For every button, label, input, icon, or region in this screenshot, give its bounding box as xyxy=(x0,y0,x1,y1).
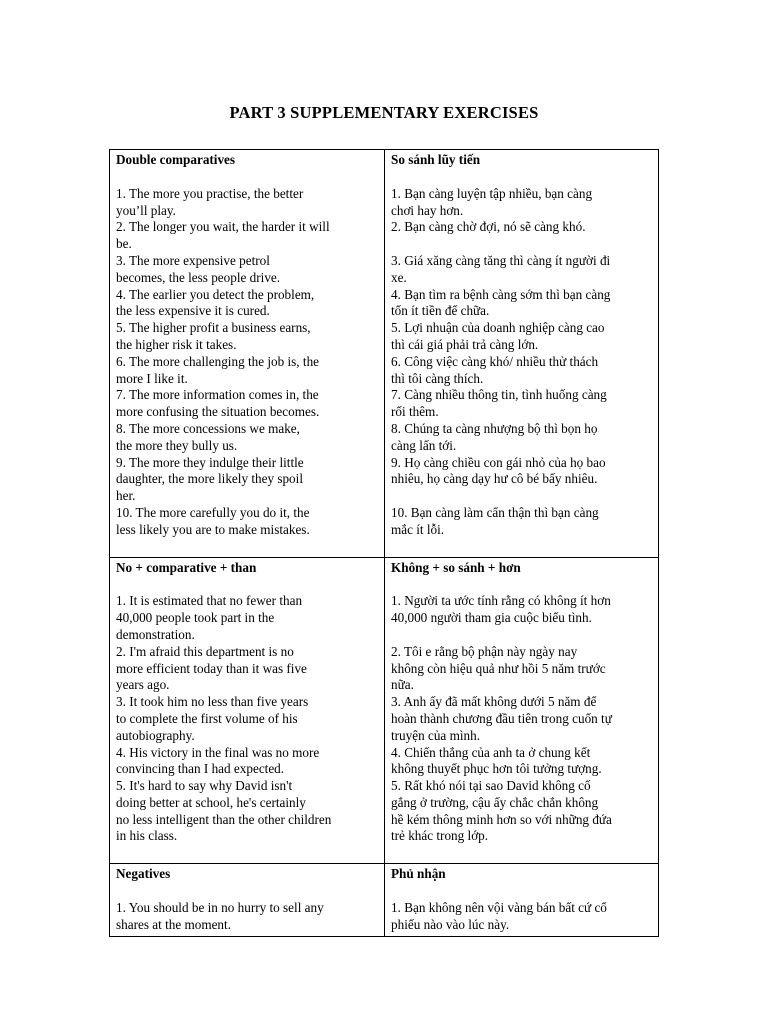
sentence-line: becomes, the less people drive. xyxy=(116,269,281,285)
section-heading: Negatives xyxy=(116,866,171,882)
sentence-line: 6. Công việc càng khó/ nhiều thử thách xyxy=(391,353,599,369)
sentence-line: more efficient today than it was five xyxy=(116,660,307,676)
sentence-line: 3. Giá xăng càng tăng thì càng ít người đi xyxy=(391,252,611,268)
sentence-line: 2. I'm afraid this department is no xyxy=(116,643,294,659)
sentence-line: nhiêu, họ càng dạy hư cô bé bấy nhiêu. xyxy=(391,471,598,487)
sentence-line: the less expensive it is cured. xyxy=(116,303,270,319)
sentence-line: 10. The more carefully you do it, the xyxy=(116,504,310,520)
sentence-line: truyện của mình. xyxy=(391,727,480,743)
blank-line xyxy=(391,488,652,505)
section-row xyxy=(110,557,659,864)
sentence-line: 7. Càng nhiều thông tin, tình huống càng xyxy=(391,387,607,403)
sentence-line: the higher risk it takes. xyxy=(116,336,237,352)
vietnamese-cell xyxy=(385,557,659,864)
sentence-line: you’ll play. xyxy=(116,202,176,218)
sentence-line: 6. The more challenging the job is, the xyxy=(116,353,320,369)
blank-line xyxy=(391,236,652,253)
sentence-line: to complete the first volume of his xyxy=(116,710,298,726)
sentence-line: 9. The more they indulge their little xyxy=(116,454,304,470)
sentence-line: 9. Họ càng chiều con gái nhỏ của họ bao xyxy=(391,454,606,470)
english-cell xyxy=(110,864,385,936)
sentence-line: 5. Rất khó nói tại sao David không cố xyxy=(391,778,591,794)
sentence-line: daughter, the more likely they spoil xyxy=(116,471,303,487)
sentence-line: 3. It took him no less than five years xyxy=(116,694,309,710)
sentence-line: 7. The more information comes in, the xyxy=(116,387,319,403)
sentence-line: mắc ít lỗi. xyxy=(391,521,445,537)
sentence-line: tốn ít tiền để chữa. xyxy=(391,303,490,319)
sentence-line: 1. It is estimated that no fewer than xyxy=(116,593,303,609)
sentence-line: less likely you are to make mistakes. xyxy=(116,521,310,537)
sentence-line: autobiography. xyxy=(116,727,195,743)
sentence-line: 1. Người ta ước tính rằng có không ít hơn xyxy=(391,593,611,609)
sentence-line: hoàn thành chương đầu tiên trong cuốn tự xyxy=(391,710,612,726)
section-heading: Phủ nhận xyxy=(391,866,446,882)
sentence-line: chơi hay hơn. xyxy=(391,202,464,218)
exercise-table xyxy=(109,149,659,937)
blank-line xyxy=(391,627,652,644)
section-heading: Double comparatives xyxy=(116,152,236,167)
sentence-line: không thuyết phục hơn tôi tưởng tượng. xyxy=(391,761,602,777)
sentence-line: 4. His victory in the final was no more xyxy=(116,744,320,760)
sentence-line: 1. The more you practise, the better xyxy=(116,185,304,201)
sentence-line: 2. The longer you wait, the harder it will xyxy=(116,219,330,235)
sentence-line: 1. Bạn càng luyện tập nhiều, bạn càng xyxy=(391,185,593,201)
sentence-line: the more they bully us. xyxy=(116,437,238,453)
sentence-line: nữa. xyxy=(391,677,414,693)
sentence-line: 4. Chiến thắng của anh ta ở chung kết xyxy=(391,744,591,760)
section-heading: No + comparative + than xyxy=(116,559,257,575)
english-cell xyxy=(110,557,385,864)
sentence-line: rối thêm. xyxy=(391,404,439,420)
sentence-line: years ago. xyxy=(116,677,170,693)
sentence-line: thì cái giá phải trả càng lớn. xyxy=(391,336,539,352)
sentence-line: shares at the moment. xyxy=(116,916,231,932)
sentence-line: gắng ở trường, cậu ấy chắc chắn không xyxy=(391,794,599,810)
sentence-line: more I like it. xyxy=(116,370,188,386)
section-row xyxy=(110,864,659,936)
sentence-line: demonstration. xyxy=(116,626,195,642)
section-heading: Không + so sánh + hơn xyxy=(391,559,521,575)
sentence-line: xe. xyxy=(391,269,407,285)
page-title: PART 3 SUPPLEMENTARY EXERCISES xyxy=(229,103,539,122)
sentence-line: không còn hiệu quả như hồi 5 năm trước xyxy=(391,660,606,676)
sentence-line: doing better at school, he's certainly xyxy=(116,794,306,810)
sentence-line: more confusing the situation becomes. xyxy=(116,404,320,420)
exercise-table-body xyxy=(110,150,659,937)
sentence-line: 8. The more concessions we make, xyxy=(116,420,300,436)
sentence-line: 2. Tôi e rằng bộ phận này ngày nay xyxy=(391,643,578,659)
sentence-line: 10. Bạn càng làm cẩn thận thì bạn càng xyxy=(391,504,599,520)
sentence-line: 3. The more expensive petrol xyxy=(116,252,270,268)
sentence-line: 1. Bạn không nên vội vàng bán bất cứ cổ xyxy=(391,900,607,916)
sentence-line: thì tôi càng thích. xyxy=(391,370,484,386)
english-cell xyxy=(110,150,385,558)
sentence-line: 3. Anh ấy đã mất không dưới 5 năm để xyxy=(391,694,597,710)
section-row xyxy=(110,150,659,558)
sentence-line: no less intelligent than the other children xyxy=(116,811,332,827)
sentence-line: 1. You should be in no hurry to sell any xyxy=(116,900,324,916)
sentence-line: in his class. xyxy=(116,828,178,844)
vietnamese-cell xyxy=(385,150,659,558)
sentence-line: 40,000 people took part in the xyxy=(116,610,275,626)
sentence-line: 4. Bạn tìm ra bệnh càng sớm thì bạn càng xyxy=(391,286,611,302)
sentence-line: càng lấn tới. xyxy=(391,437,457,453)
sentence-line: 5. The higher profit a business earns, xyxy=(116,320,311,336)
sentence-line: 40,000 người tham gia cuộc biểu tình. xyxy=(391,610,592,626)
sentence-line: her. xyxy=(116,488,136,504)
sentence-line: trẻ khác trong lớp. xyxy=(391,828,489,844)
section-heading: So sánh lũy tiến xyxy=(391,152,481,167)
sentence-line: hề kém thông minh hơn so với những đứa xyxy=(391,811,612,827)
sentence-line: 2. Bạn càng chờ đợi, nó sẽ càng khó. xyxy=(391,219,586,235)
sentence-line: 8. Chúng ta càng nhượng bộ thì bọn họ xyxy=(391,420,598,436)
sentence-line: 5. It's hard to say why David isn't xyxy=(116,778,293,794)
sentence-line: phiếu nào vào lúc này. xyxy=(391,916,510,932)
sentence-line: 4. The earlier you detect the problem, xyxy=(116,286,315,302)
sentence-line: 5. Lợi nhuận của doanh nghiệp càng cao xyxy=(391,320,605,336)
vietnamese-cell xyxy=(385,864,659,936)
sentence-line: convincing than I had expected. xyxy=(116,761,285,777)
sentence-line: be. xyxy=(116,236,132,252)
